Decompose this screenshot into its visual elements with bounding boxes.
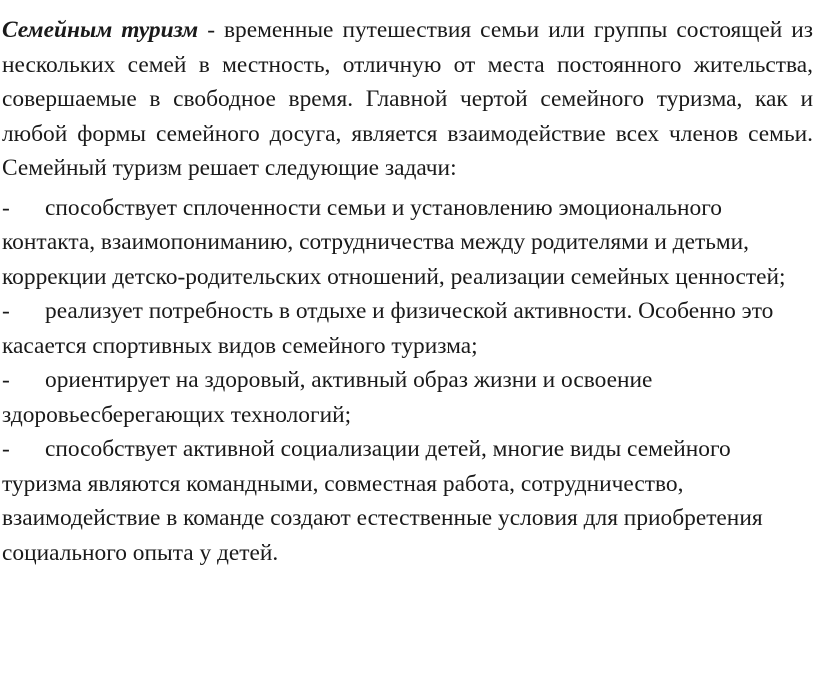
list-marker: - [2, 298, 10, 324]
list-item [2, 432, 813, 570]
defined-term: Семейным туризм [2, 17, 199, 43]
list-item-text: ориентирует на здоровый, активный образ жизни и освоение здоровьесберегающих технологий; [2, 367, 653, 428]
list-item-text: реализует потребность в отдыхе и физической активности. Особенно это касается спортивных видов семейного туризма; [2, 298, 774, 359]
list-item-text: способствует активной социализации детей, многие виды семейного туризма являются командными, совместная работа, сотрудничество, взаимодействие в команде создают естественные условия для приобретения социального опыта у детей. [2, 436, 763, 566]
intro-text: временные путешествия семьи или группы состоящей из нескольких семей в местность, отличную от места постоянного жительства, совершаемые в свободное время. Главной чертой семейного туризма, как и любой формы семейного досуга, является взаимодействие всех членов семьи. Семейный туризм решает следующие задачи: [2, 17, 813, 181]
list-marker: - [2, 194, 10, 221]
tasks-list [2, 191, 813, 571]
term-separator: - [198, 17, 224, 43]
list-item [2, 363, 813, 432]
list-item [2, 191, 813, 295]
list-marker: - [2, 367, 10, 393]
list-item [2, 294, 813, 363]
list-item-text: способствует сплоченности семьи и установлению эмоционального контакта, взаимопониманию, сотрудничества между родителями и детьми, коррекции детско-родительских отношений, реализации семейных ценностей; [2, 194, 786, 290]
intro-paragraph [2, 13, 813, 186]
document-page [2, 13, 813, 570]
list-marker: - [2, 436, 10, 462]
